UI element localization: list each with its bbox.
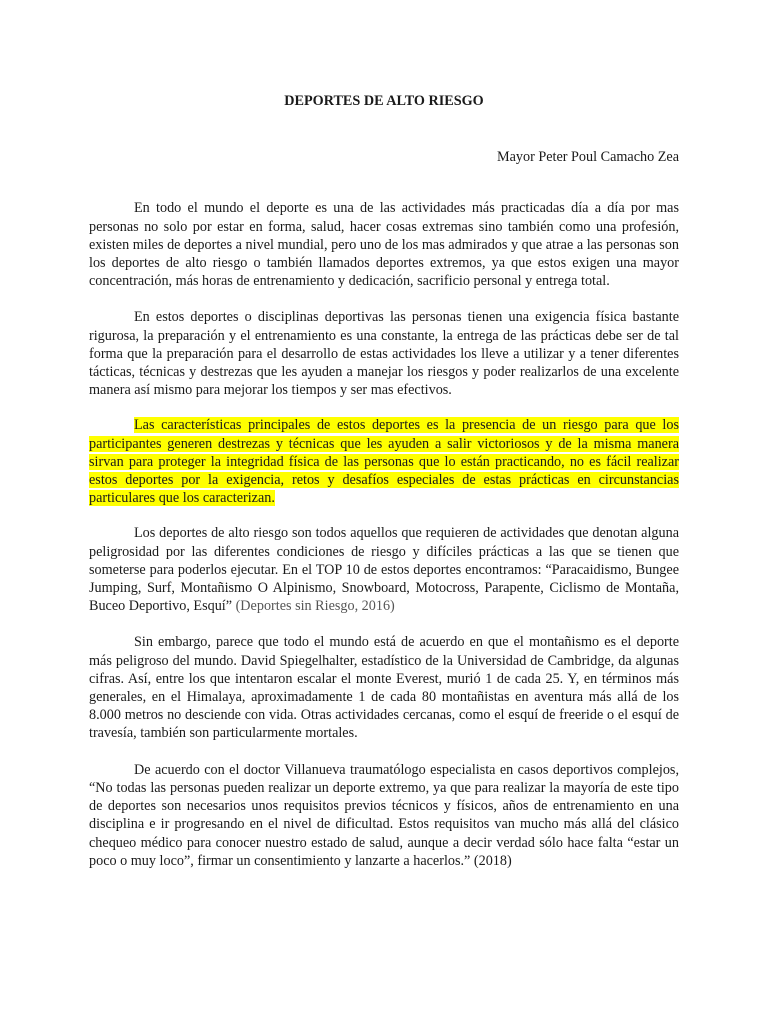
paragraph-text: En estos deportes o disciplinas deportivas las personas tienen una exigencia física bastante rigurosa, la preparación y el entrenamiento es una constante, la entrega de las prácticas debe ser de tal forma que la preparación para el desarrollo de estas actividades los lleve a utilizar y a tener diferentes tácticas, técnicas y destrezas que les ayuden a manejar los riesgos y poder realizarlos de una excelente manera así mismo para mejorar los tiempos y ser mas efectivos. bbox=[89, 309, 679, 399]
document-page bbox=[89, 88, 679, 870]
citation: (Deportes sin Riesgo, 2016) bbox=[235, 598, 395, 615]
paragraph-top-sports bbox=[89, 524, 679, 615]
paragraph-text: Sin embargo, parece que todo el mundo está de acuerdo en que el montañismo es el deporte más peligroso del mundo. David Spiegelhalter, estadístico de la Universidad de Cambridge, da algunas cifras. Así, entre los que intentaron escalar el monte Everest, murió 1 de cada 25. Y, en términos más generales, en el Himalaya, aproximadamente 1 de cada 80 montañistas en aventura más allá de los 8.000 metros no desciende con vida. Otras actividades cercanas, como el esquí de freeride o el esquí de travesía, también son particularmente mortales. bbox=[89, 634, 679, 742]
paragraph-training bbox=[89, 308, 679, 399]
highlighted-text: Las características principales de estos deportes es la presencia de un riesgo para que los participantes generen destrezas y técnicas que les ayuden a salir victoriosos y de la misma manera sirvan para proteger la integridad física de las personas que lo están practicando, no es fácil realizar estos deportes por la exigencia, retos y desafíos especiales de estas prácticas en circunstancias particulares que los caracterizan. bbox=[89, 417, 679, 507]
paragraph-text: En todo el mundo el deporte es una de las actividades más practicadas día a día por mas personas no solo por estar en forma, salud, hacer cosas extremas sino también como una profesión, existen miles de deportes a nivel mundial, pero uno de los mas admirados y que atrae a las personas son los deportes de alto riesgo o también llamados deportes extremos, ya que estos exigen una mayor concentración, más horas de entrenamiento y dedicación, sacrificio personal y entrega total. bbox=[89, 200, 679, 290]
paragraph-text: De acuerdo con el doctor Villanueva traumatólogo especialista en casos deportivos complejos, “No todas las personas pueden realizar un deporte extremo, ya que para realizar la mayoría de este tipo de deportes son necesarios unos requisitos previos técnicos y físicos, años de entrenamiento en una disciplina e ir progresando en el nivel de dificultad. Estos requisitos van mucho más allá del clásico chequeo médico para conocer nuestro estado de salud, aunque a decir verdad sólo hace falta “estar un poco o muy loco”, firmar un consentimiento y lanzarte a hacerlos.” (2018) bbox=[89, 761, 679, 869]
paragraph-doctor-quote bbox=[89, 761, 679, 870]
paragraph-intro bbox=[89, 199, 679, 290]
paragraph-text: Los deportes de alto riesgo son todos aquellos que requieren de actividades que denotan alguna peligrosidad por las diferentes condiciones de riesgo y difíciles prácticas a las que se tienen que someterse para poderlos ejecutar. En el TOP 10 de estos deportes encontramos: “Paracaidismo, Bungee Jumping, Surf, Montañismo O Alpinismo, Snowboard, Motocross, Parapente, Ciclismo de Montaña, Buceo Deportivo, Esquí” bbox=[89, 525, 679, 615]
author-name: Mayor Peter Poul Camacho Zea bbox=[496, 149, 679, 166]
document-title: DEPORTES DE ALTO RIESGO bbox=[284, 93, 484, 109]
paragraph-mountaineering bbox=[89, 633, 679, 742]
paragraph-characteristics bbox=[89, 416, 679, 507]
